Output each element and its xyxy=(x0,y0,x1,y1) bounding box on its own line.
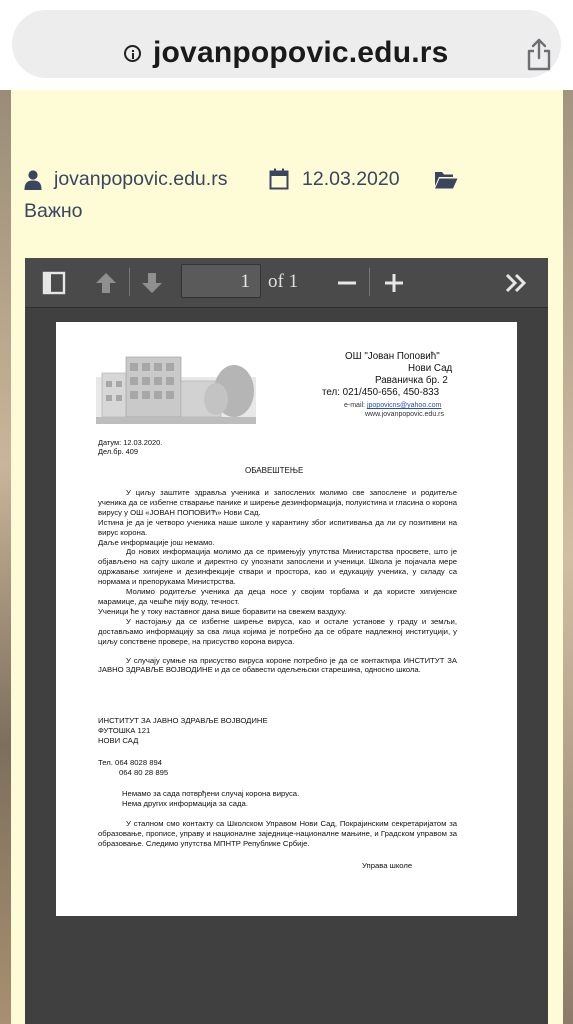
pdf-toolbar xyxy=(25,258,548,308)
author-link[interactable]: jovanpopovic.edu.rs xyxy=(54,168,228,190)
phone-1: Тел. 064 8028 894 xyxy=(98,758,163,767)
more-tools-icon[interactable] xyxy=(503,270,529,296)
sidebar-toggle-icon[interactable] xyxy=(41,270,67,296)
institute-city: НОВИ САД xyxy=(98,736,139,745)
school-phone: тел: 021/450-656, 450-833 xyxy=(322,387,440,398)
pdf-viewer xyxy=(25,258,548,1024)
paragraph: Ученици ће у току наставног дана више боравити на свежем ваздуху. xyxy=(98,606,347,616)
zoom-in-icon[interactable] xyxy=(381,270,407,296)
calendar-icon xyxy=(269,168,289,190)
note-1: Немамо за сада потврђени случај корона вируса. xyxy=(122,789,300,798)
previous-page-icon[interactable] xyxy=(93,270,119,296)
share-icon[interactable] xyxy=(526,37,552,71)
school-street: Раваничка бр. 2 xyxy=(375,375,448,386)
toolbar-separator xyxy=(369,268,370,296)
phone-2: 064 80 28 895 xyxy=(119,768,169,777)
background-right-edge xyxy=(563,90,573,1024)
document-body xyxy=(98,488,457,675)
page-number-input[interactable]: 1 xyxy=(181,264,261,298)
note-2: Нема других информација за сада. xyxy=(122,799,248,808)
paragraph: У циљу заштите здравља ученика и запослених молимо све запослене и родитеље ученика да се избегне стварање панике и ширење дезинформација, полуистина и гласина о корона вирусу у ОШ «ЈОВАН ПОПОВИЋ» Нови Сад. xyxy=(98,488,457,517)
school-name: ОШ "Јован Поповић" xyxy=(345,351,440,362)
pdf-page xyxy=(56,322,517,916)
post-date: 12.03.2020 xyxy=(302,168,400,190)
address-bar[interactable] xyxy=(12,10,561,78)
school-city: Нови Сад xyxy=(408,363,453,374)
page-count-label: of 1 xyxy=(268,271,299,292)
signature: Управа школе xyxy=(362,861,413,870)
category-link[interactable]: Важно xyxy=(24,200,83,222)
paragraph: Молимо родитеље ученика да деца носе у својим торбама и да користе хигијенске марамице, да чешће пију воду, течност. xyxy=(98,587,457,606)
closing-paragraph xyxy=(98,819,457,849)
document-number: Дел.бр. 409 xyxy=(98,447,139,456)
paragraph: У сталном смо контакту са Школском Управом Нови Сад, Покрајинским секретаријатом за образовање, прописе, управу и националне заједнице-националне мањине, и Градском управом за образовање. Следимо упутства МПНТР Републике Србије. xyxy=(98,819,457,848)
document-date: Датум: 12.03.2020. xyxy=(98,438,163,447)
email-label: e-mail: xyxy=(344,402,366,409)
document-title: ОБАВЕШТЕЊЕ xyxy=(245,466,304,475)
paragraph: У случају сумње на присуство вируса короне потребно је да се контактира ИНСТИТУТ ЗА ЈАВНО ЗДРАВЉЕ ВОЈВОДИНЕ и да се обавести одељењски старешина, односно школа. xyxy=(98,655,457,675)
paragraph: До нових информација молимо да се примењују упутства Министарства просвете, што је објављено на сајту школе и директно су упознати запослени и ученици. Школа је појачала мере одржавање хигијене и дезинфекције ствари и простора, као и едукацију ученика, у складу са нормама и препорукама Министрства. xyxy=(98,547,457,587)
institute-name: ИНСТИТУТ ЗА ЈАВНО ЗДРАВЉЕ ВОЈВОДИНЕ xyxy=(98,716,268,725)
school-building-image xyxy=(96,351,256,424)
school-email[interactable]: jpopovicns@yahoo.com xyxy=(366,402,442,409)
school-website: www.jovanpopovic.edu.rs xyxy=(365,411,444,418)
folder-open-icon xyxy=(434,170,458,189)
paragraph: Истина је да је четворо ученика наше школе у карантину због испитивања да ли су позитивни на вирус корона. xyxy=(98,517,457,537)
toolbar-separator xyxy=(129,268,130,296)
zoom-out-icon[interactable] xyxy=(334,270,360,296)
paragraph: У настојању да се избегне ширење вируса, као и остале установе у граду и земљи, достављамо информацију за сва лица којима је потребно да се обрате надлежној институцији, у циљу сопствене провере, на присуство корона вируса. xyxy=(98,616,457,646)
browser-top-bar xyxy=(0,0,573,90)
user-icon xyxy=(24,170,42,190)
info-circle-icon[interactable] xyxy=(124,45,141,62)
paragraph: Даље информације још немамо. xyxy=(98,537,215,547)
url-text[interactable]: jovanpopovic.edu.rs xyxy=(153,36,449,69)
next-page-icon[interactable] xyxy=(139,270,165,296)
background-left-edge xyxy=(0,90,11,1024)
institute-street: ФУТОШКА 121 xyxy=(98,726,151,735)
